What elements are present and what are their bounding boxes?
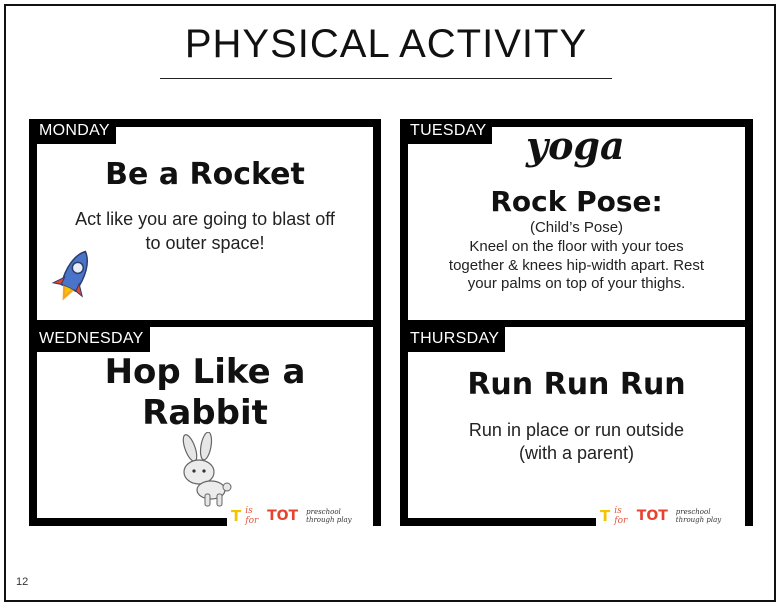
- brand-is-for: is for: [245, 506, 259, 526]
- tuesday-desc-line3: your palms on top of your thighs.: [467, 275, 686, 292]
- monday-card: [37, 122, 373, 320]
- thursday-desc-line1: Run in place or run outside: [468, 420, 685, 440]
- wednesday-card: [37, 327, 373, 526]
- brand-t: T: [600, 507, 611, 525]
- brand-tot: TOT: [267, 508, 299, 524]
- right-panel: [400, 119, 753, 526]
- rocket-icon: [49, 245, 99, 307]
- monday-activity-title: Be a Rocket: [105, 157, 305, 192]
- brand-logo-right: [596, 506, 745, 526]
- tuesday-activity-title: Rock Pose:: [490, 185, 663, 218]
- day-tag-wednesday: WEDNESDAY: [29, 327, 150, 352]
- brand-tot: TOT: [636, 508, 668, 524]
- page-number: 12: [16, 576, 29, 588]
- tuesday-desc-line2: together & knees hip-width apart. Rest: [448, 257, 705, 274]
- brand-logo-left: [227, 506, 373, 526]
- monday-desc-line2: to outer space!: [145, 233, 265, 253]
- brand-is-for: is for: [614, 506, 628, 526]
- day-tag-thursday: THURSDAY: [400, 327, 505, 352]
- title-underline: [160, 78, 612, 79]
- yoga-script-text: yoga: [526, 123, 625, 168]
- thursday-activity-title: Run Run Run: [467, 367, 686, 402]
- brand-tagline: preschool through play: [306, 508, 352, 524]
- brand-tagline: preschool through play: [675, 508, 722, 524]
- tuesday-desc-line1: Kneel on the floor with your toes: [469, 238, 684, 255]
- day-tag-monday: MONDAY: [29, 119, 116, 144]
- thursday-card: [408, 327, 745, 526]
- day-tag-tuesday: TUESDAY: [400, 119, 492, 144]
- tuesday-card: [408, 122, 745, 320]
- wednesday-title-line2: Rabbit: [142, 393, 268, 433]
- tuesday-subtitle: (Child’s Pose): [529, 219, 624, 236]
- thursday-desc-line2: (with a parent): [518, 443, 635, 463]
- brand-t: T: [231, 507, 242, 525]
- monday-desc-line1: Act like you are going to blast off: [75, 209, 335, 229]
- left-panel: [29, 119, 381, 526]
- wednesday-title-line1: Hop Like a: [104, 352, 306, 392]
- page-title: PHYSICAL ACTIVITY: [184, 22, 588, 66]
- rabbit-icon: [173, 432, 239, 508]
